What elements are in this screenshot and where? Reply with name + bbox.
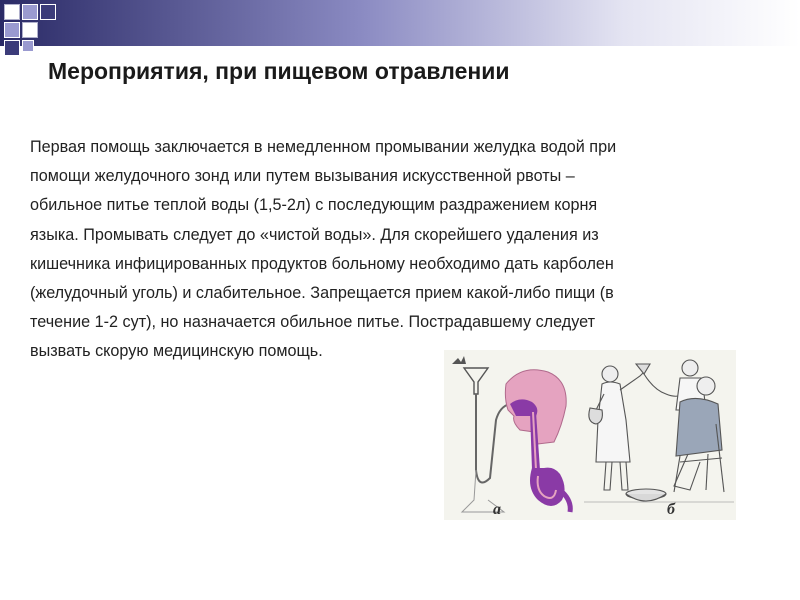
- panel-a-anatomy: [462, 368, 570, 512]
- body-line: вызвать скорую медицинскую помощь.: [30, 342, 323, 361]
- body-line: Первая помощь заключается в немедленном промывании желудка водой при: [30, 138, 617, 156]
- body-line: языка. Промывать следует до «чистой воды». Для скорейшего удаления из: [30, 225, 599, 244]
- panel-b-procedure: [584, 360, 734, 502]
- gastric-lavage-illustration: [444, 350, 736, 520]
- body-line: (желудочный уголь) и слабительное. Запрещается прием какой-либо пищи (в: [30, 284, 614, 303]
- body-line: помощи желудочного зонд или путем вызывания искусственной рвоты –: [30, 167, 575, 186]
- body-line: обильное питье теплой воды (1,5-2л) с последующим раздражением корня: [30, 196, 598, 215]
- body-line: кишечника инфицированных продуктов больному необходимо дать карболен: [30, 254, 614, 273]
- slide-body-text: [30, 133, 770, 367]
- figure-label-a: а: [493, 501, 501, 518]
- slide-title: Мероприятия, при пищевом отравлении: [48, 58, 510, 84]
- body-line: течение 1-2 сут), но назначается обильное питье. Пострадавшему следует: [30, 313, 595, 332]
- figure-label-b: б: [667, 501, 675, 518]
- header-gradient-bar: [0, 0, 800, 46]
- publisher-logo: [452, 356, 466, 364]
